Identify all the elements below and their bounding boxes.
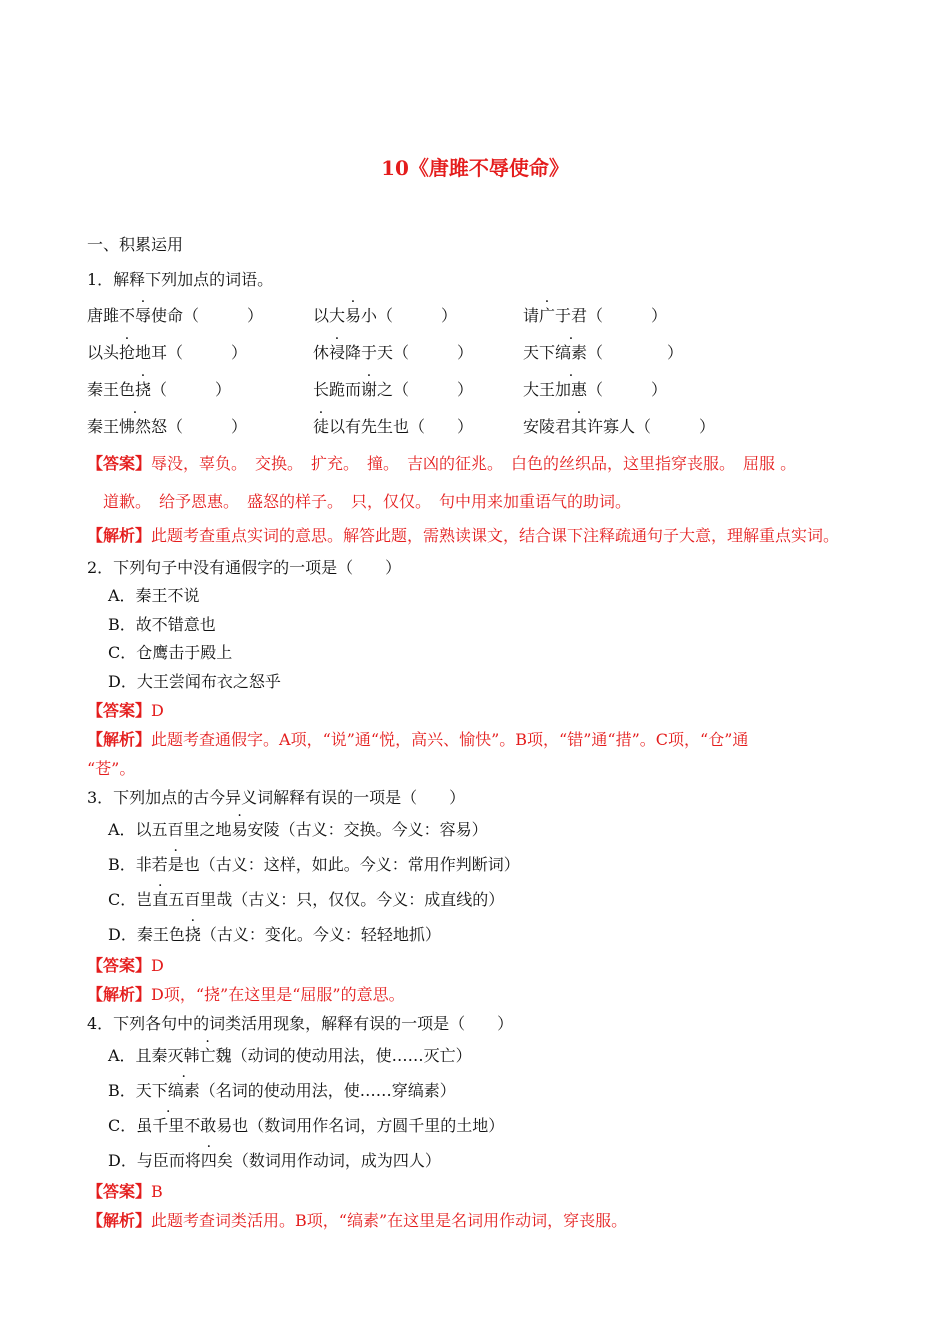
q1-item: 安陵君其许寡人（ ）: [523, 417, 716, 436]
q2-option-b: B．故不错意也: [108, 615, 216, 634]
q3-option-b: B．非若是也（古义：这样，如此。今义：常用作判断词）: [108, 855, 520, 874]
q3-option-d: D．秦王色挠（古义：变化。今义：轻轻地抓）: [108, 925, 441, 944]
q2-option-a: A．秦王不说: [108, 586, 200, 605]
q4-analysis: 【解析】此题考查词类活用。B项，“缟素”在这里是名词用作动词，穿丧服。: [87, 1211, 628, 1230]
q2-analysis: 【解析】此题考查通假字。A项，“说”通“悦，高兴、愉快”。B项，“错”通“措”。C项，“仓”通: [87, 730, 749, 749]
q1-answer-continued: 道歉。 给予恩惠。 盛怒的样子。 只，仅仅。 句中用来加重语气的助词。: [103, 492, 632, 511]
q1-answer: 【答案】辱没，辜负。 交换。 扩充。 撞。 吉凶的征兆。 白色的丝织品，这里指穿丧服。 屈服 。: [87, 454, 797, 473]
q4-answer: 【答案】B: [87, 1182, 163, 1201]
q1-item: 以大易小（ ）: [313, 306, 458, 325]
q4-option-a: A．且秦灭韩亡魏（动词的使动用法，使……灭亡）: [108, 1046, 472, 1065]
q3-answer: 【答案】D: [87, 956, 164, 975]
q3-analysis: 【解析】D项，“挠”在这里是“屈服”的意思。: [87, 985, 405, 1004]
q3-option-c: C．岂直五百里哉（古义：只，仅仅。今义：成直线的）: [108, 890, 505, 909]
q1-item: 秦王怫然怒（ ）: [87, 417, 248, 436]
q2-option-d: D．大王尝闻布衣之怒乎: [108, 672, 281, 691]
q2-analysis-continued: “苍”。: [87, 759, 136, 778]
question-4-stem: 4．下列各句中的词类活用现象，解释有误的一项是（ ）: [87, 1014, 514, 1033]
q4-option-b: B．天下缟素（名词的使动用法，使……穿缟素）: [108, 1081, 456, 1100]
q1-item: 大王加惠（ ）: [523, 380, 668, 399]
q1-item: 休祲降于天（ ）: [313, 343, 474, 362]
q1-item: 长跪而谢之（ ）: [313, 380, 474, 399]
question-1-stem: 1．解释下列加点的词语。: [87, 270, 274, 289]
q1-item: 请广于君（ ）: [523, 306, 668, 325]
question-2-stem: 2．下列句子中没有通假字的一项是（ ）: [87, 558, 402, 577]
q2-answer: 【答案】D: [87, 701, 164, 720]
q1-item: 秦王色挠（ ）: [87, 380, 232, 399]
document-title: 10《唐雎不辱使命》: [381, 156, 569, 180]
q2-option-c: C．仓鹰击于殿上: [108, 643, 233, 662]
q1-item: 徒以有先生也（ ）: [313, 417, 474, 436]
section-heading: 一、积累运用: [87, 235, 184, 254]
q1-analysis: 【解析】此题考查重点实词的意思。解答此题，需熟读课文，结合课下注释疏通句子大意，理解重点实词。: [87, 526, 840, 545]
question-3-stem: 3．下列加点的古今异义词解释有误的一项是（ ）: [87, 788, 466, 807]
q4-option-d: D．与臣而将四矣（数词用作动词，成为四人）: [108, 1151, 441, 1170]
q1-item: 以头抢地耳（ ）: [87, 343, 248, 362]
q3-option-a: A．以五百里之地易安陵（古义：交换。今义：容易）: [108, 820, 488, 839]
q4-option-c: C．虽千里不敢易也（数词用作名词，方圆千里的土地）: [108, 1116, 505, 1135]
q1-item: 唐雎不辱使命（ ）: [87, 306, 264, 325]
q1-item: 天下缟素（ ）: [523, 343, 684, 362]
